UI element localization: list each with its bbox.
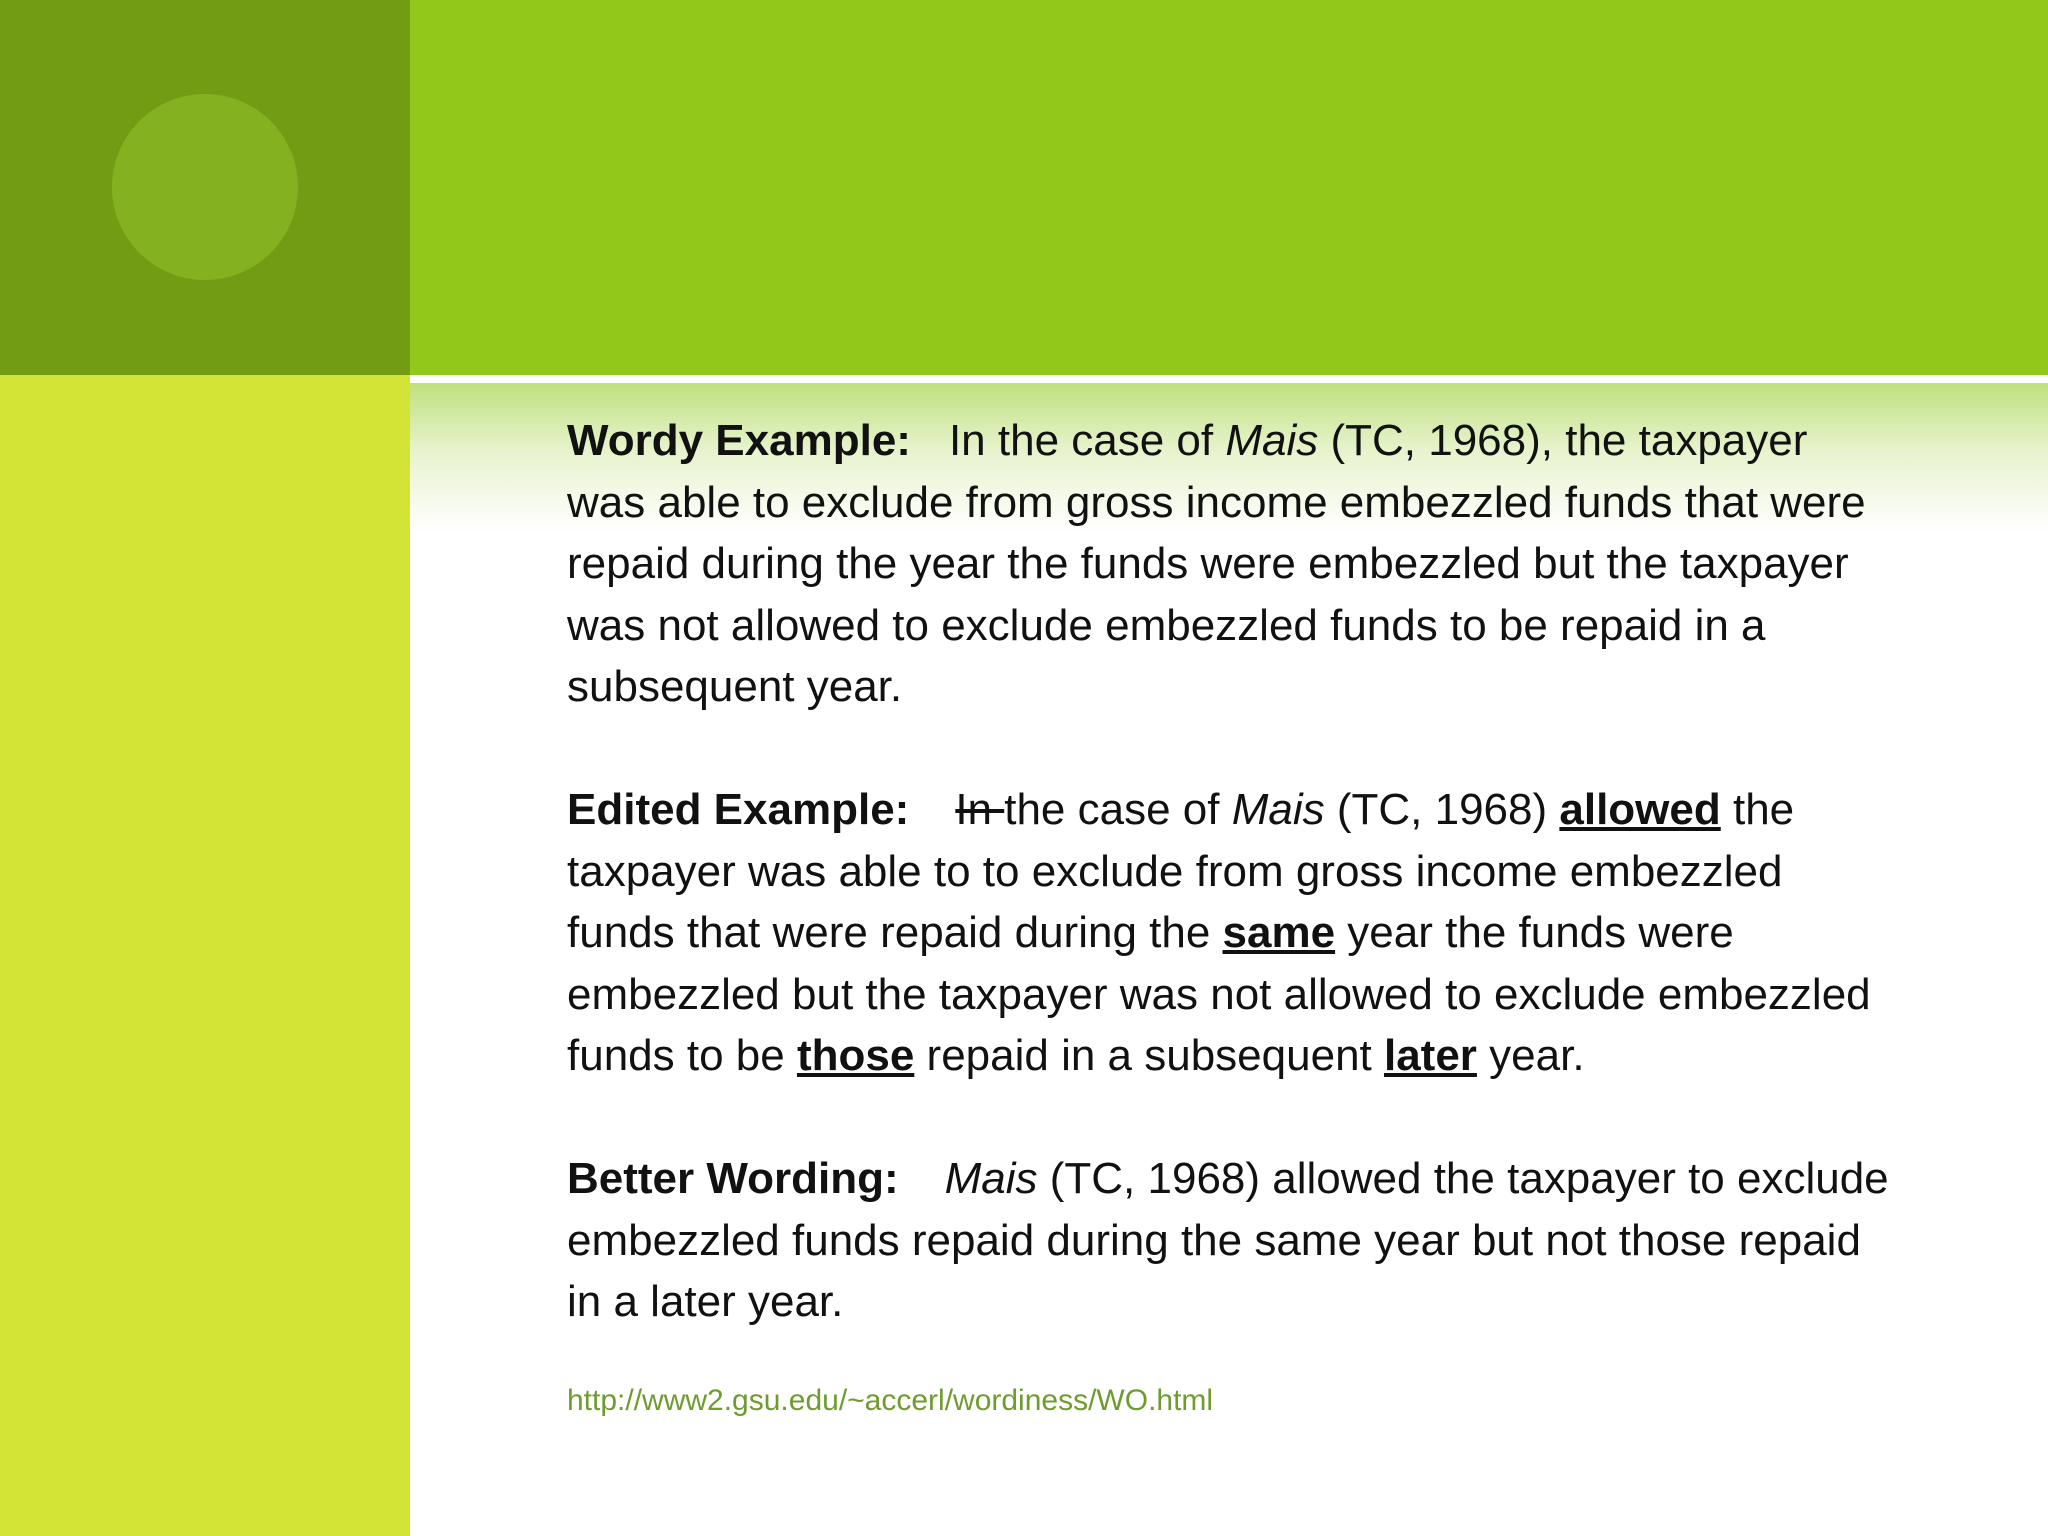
inserted-word: later — [1383, 1031, 1477, 1080]
decorative-circle — [112, 94, 298, 280]
better-wording-paragraph — [567, 1148, 1897, 1333]
edited-example-label: Edited Example: — [567, 785, 910, 834]
case-name: Mais — [944, 1154, 1038, 1203]
edited-text-4: year the funds were embezzled but the taxpayer was not allowed to exclude embezzled funds to be — [567, 908, 1871, 1080]
header-title-band — [410, 0, 2048, 375]
inserted-word: allowed — [1559, 785, 1721, 834]
edited-text-1: the case of — [1004, 785, 1232, 834]
wordy-text-2: (TC, 1968), the taxpayer was able to exclude from gross income embezzled funds that were repaid during the year the funds were embezzled but the taxpayer was not allowed to exclude embezzled funds to be repaid in a subsequent year. — [567, 416, 1866, 711]
wordy-example-paragraph — [567, 410, 1897, 718]
left-sidebar-band — [0, 375, 410, 1536]
edited-text-2: (TC, 1968) — [1324, 785, 1560, 834]
wordy-text-1: In the case of — [948, 416, 1226, 465]
better-text-1: (TC, 1968) allowed the taxpayer to exclude embezzled funds repaid during the same year but not those repaid in a later year. — [567, 1154, 1889, 1326]
slide-body — [567, 410, 1897, 1394]
case-name: Mais — [1231, 785, 1325, 834]
edited-text-5: repaid in a subsequent — [914, 1031, 1384, 1080]
inserted-word: same — [1222, 908, 1336, 957]
source-link[interactable]: http://www2.gsu.edu/~accerl/wordiness/WO.html — [567, 1384, 1214, 1417]
edited-example-paragraph — [567, 779, 1897, 1087]
deleted-word: In — [955, 785, 1005, 834]
divider-line — [410, 375, 2048, 383]
edited-text-6: year. — [1476, 1031, 1585, 1080]
wordy-example-label: Wordy Example: — [567, 416, 911, 465]
inserted-word: those — [796, 1031, 915, 1080]
edited-text-3: the taxpayer was able to to exclude from gross income embezzled funds that were repaid during the — [567, 785, 1795, 957]
better-wording-label: Better Wording: — [567, 1154, 899, 1203]
header-left-block — [0, 0, 410, 375]
case-name: Mais — [1225, 416, 1319, 465]
